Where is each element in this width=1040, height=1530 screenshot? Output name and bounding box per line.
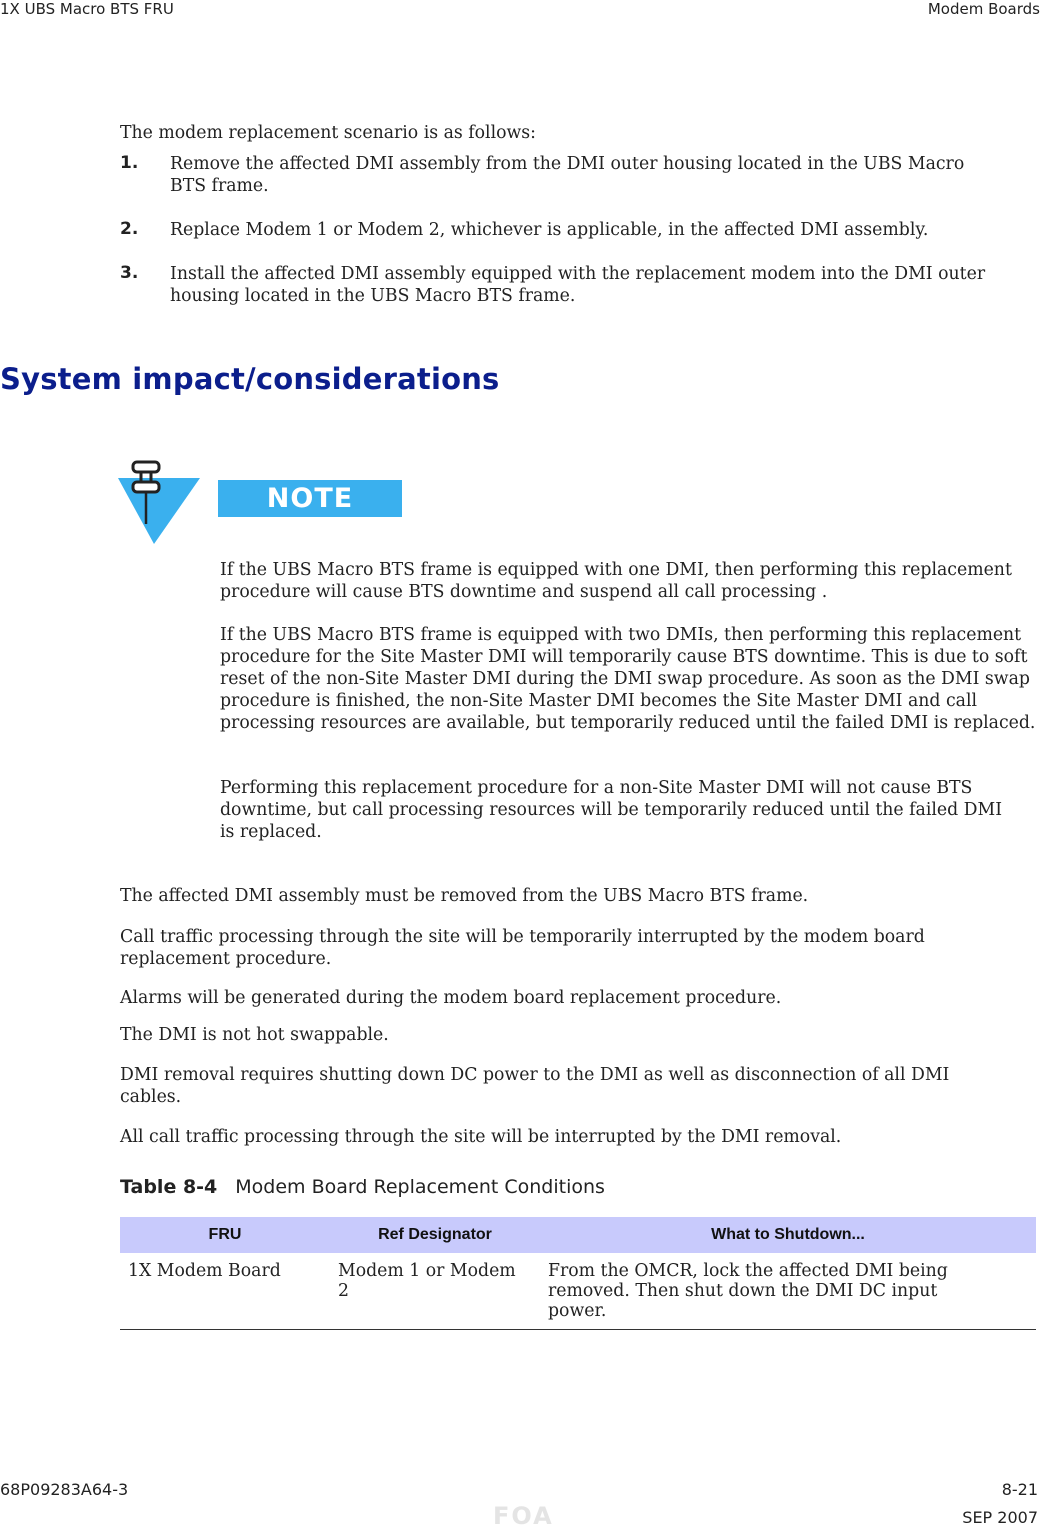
body-paragraph: The DMI is not hot swappable. <box>120 1025 389 1045</box>
body-paragraph: The affected DMI assembly must be removed from the UBS Macro BTS frame. <box>120 886 809 906</box>
table-cell: 1X Modem Board <box>120 1253 330 1330</box>
body-paragraph: All call traffic processing through the site will be interrupted by the DMI removal. <box>120 1127 842 1147</box>
intro-text: The modem replacement scenario is as follows: <box>120 123 536 143</box>
foa-watermark: FOA <box>493 1502 554 1530</box>
note-banner: NOTE <box>218 480 402 517</box>
footer-page-number: 8-21 <box>1001 1480 1038 1499</box>
step-number: 3. <box>120 263 139 283</box>
body-paragraph: Call traffic processing through the site will be temporarily interrupted by the modem board replacement procedure. <box>120 927 925 969</box>
step-text: Install the affected DMI assembly equipped with the replacement modem into the DMI outer housing located in the UBS Macro BTS frame. <box>170 264 986 306</box>
running-header-right: Modem Boards <box>927 0 1040 18</box>
note-paragraph: Performing this replacement procedure for a non-Site Master DMI will not cause BTS downtime, but call processing resources will be temporarily reduced until the failed DMI is replaced. <box>220 778 1003 842</box>
table-cell: Modem 1 or Modem 2 <box>330 1253 540 1330</box>
column-header-fru: FRU <box>120 1217 330 1253</box>
section-title: System impact/considerations <box>0 362 500 396</box>
replacement-conditions-table <box>120 1217 1036 1330</box>
table-header-row <box>120 1217 1036 1253</box>
body-paragraph: Alarms will be generated during the modem board replacement procedure. <box>120 988 782 1008</box>
note-paragraph: If the UBS Macro BTS frame is equipped with one DMI, then performing this replacement procedure will cause BTS downtime and suspend all call processing . <box>220 560 1012 602</box>
footer-date: SEP 2007 <box>962 1508 1038 1527</box>
step-text: Remove the affected DMI assembly from the DMI outer housing located in the UBS Macro BTS frame. <box>170 154 965 196</box>
running-header-left: 1X UBS Macro BTS FRU <box>0 0 174 18</box>
table-caption-text: Modem Board Replacement Conditions <box>235 1176 605 1198</box>
step-number: 2. <box>120 219 139 239</box>
body-paragraph: DMI removal requires shutting down DC power to the DMI as well as disconnection of all DMI cables. <box>120 1065 950 1107</box>
note-paragraph: If the UBS Macro BTS frame is equipped with two DMIs, then performing this replacement procedure for the Site Master DMI will temporarily cause BTS downtime. This is due to soft reset of the non-Site Master DMI during the DMI swap procedure. As soon as the DMI swap procedure is finished, the non-Site Master DMI becomes the Site Master DMI and call processing resources are available, but temporarily reduced until the failed DMI is replaced. <box>220 625 1036 733</box>
pushpin-icon <box>118 460 202 550</box>
table-caption-label: Table 8-4 <box>120 1176 218 1198</box>
table-cell: From the OMCR, lock the affected DMI being removed. Then shut down the DMI DC input power. <box>540 1253 1036 1330</box>
footer-doc-id: 68P09283A64-3 <box>0 1480 129 1499</box>
step-text: Replace Modem 1 or Modem 2, whichever is applicable, in the affected DMI assembly. <box>170 220 929 240</box>
step-number: 1. <box>120 153 139 173</box>
column-header-what-to-shutdown: What to Shutdown... <box>540 1217 1036 1253</box>
table-row <box>120 1253 1036 1330</box>
table-caption <box>120 1176 605 1198</box>
column-header-ref-designator: Ref Designator <box>330 1217 540 1253</box>
